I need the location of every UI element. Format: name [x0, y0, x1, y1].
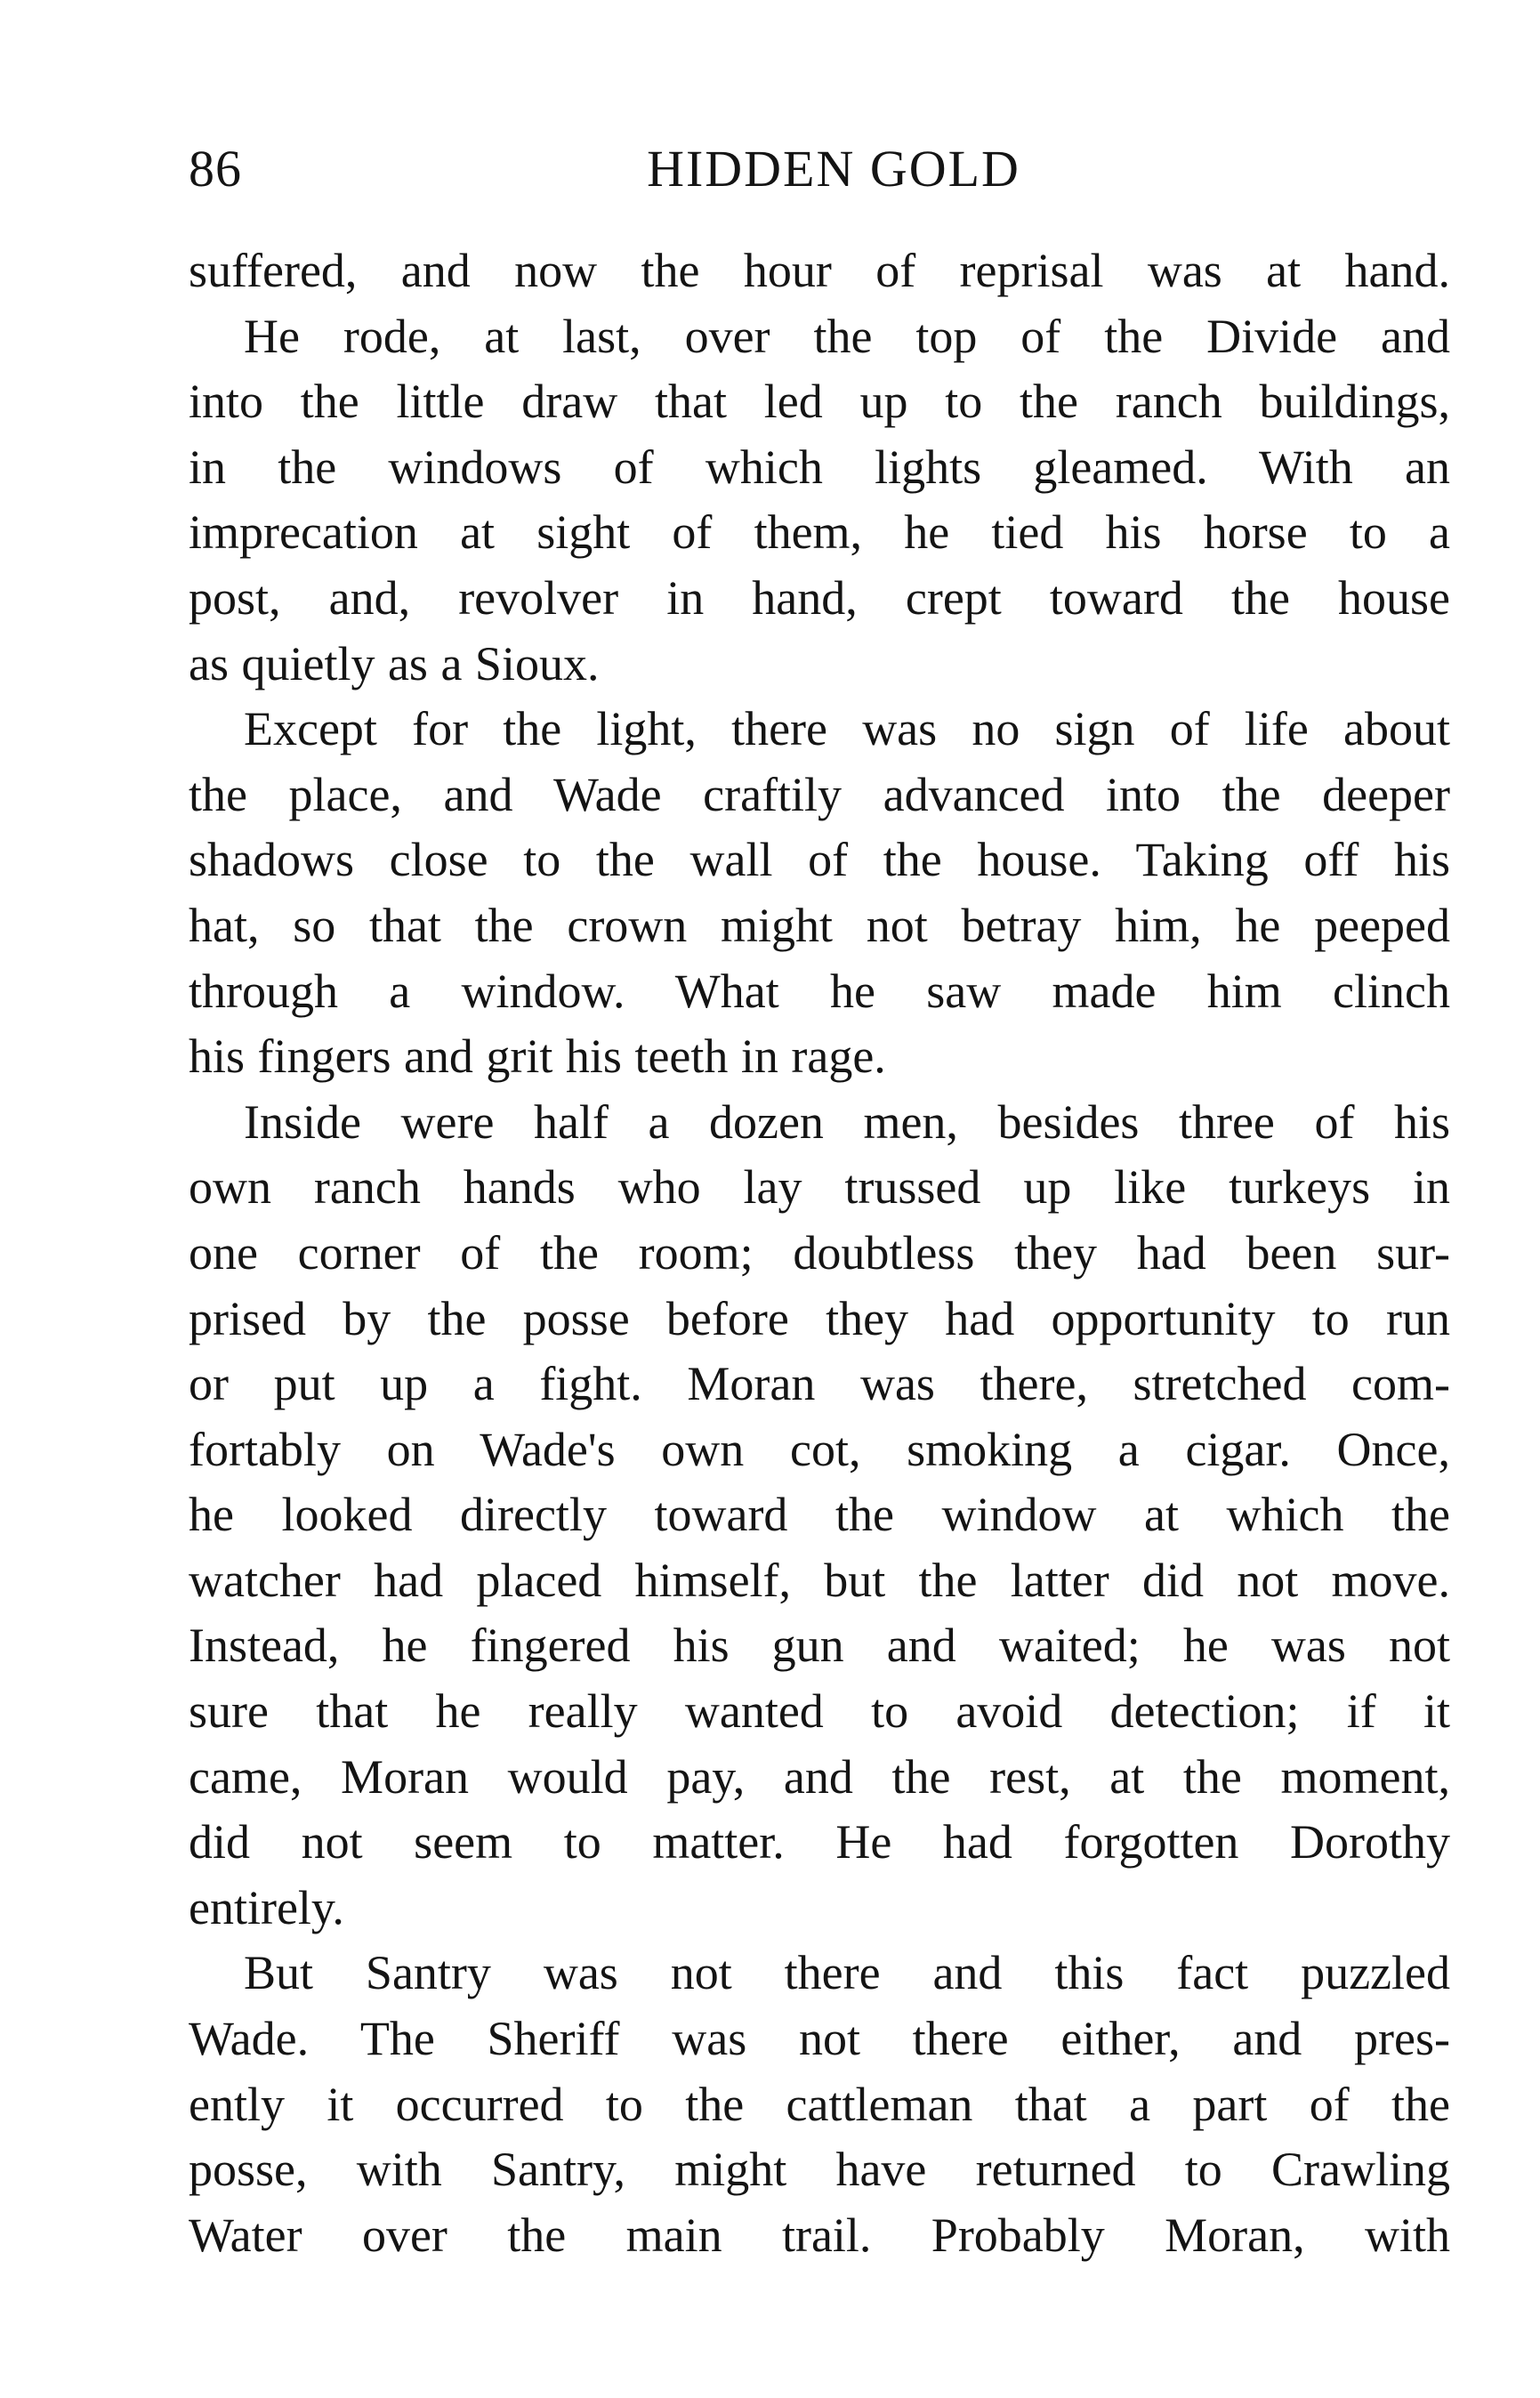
text-line: post, and, revolver in hand, crept toward the house [189, 570, 1450, 625]
text-line: did not seem to matter. He had forgotten Dorothy [189, 1815, 1450, 1869]
text-line: shadows close to the wall of the house. Taking off his [189, 833, 1450, 887]
text-line: he looked directly toward the window at which the [189, 1488, 1450, 1542]
text-line: came, Moran would pay, and the rest, at the moment, [189, 1749, 1450, 1804]
text-line: Except for the light, there was no sign of life about [244, 702, 1450, 756]
body-text [189, 238, 1450, 2268]
text-line: Water over the main trail. Probably Moran, with [189, 2208, 1450, 2262]
text-line: as quietly as a Sioux. [189, 636, 600, 690]
text-line: through a window. What he saw made him clinch [189, 964, 1450, 1018]
text-line: sure that he really wanted to avoid detection; if it [189, 1684, 1450, 1739]
text-line: ently it occurred to the cattleman that a part of the [189, 2077, 1450, 2131]
text-line: prised by the posse before they had opportunity to run [189, 1291, 1450, 1345]
text-line: Inside were half a dozen men, besides three of his [244, 1094, 1450, 1149]
text-line: watcher had placed himself, but the latter did not move. [189, 1553, 1450, 1607]
text-line: suffered, and now the hour of reprisal was at hand. [189, 244, 1450, 297]
page-number: 86 [189, 140, 242, 198]
text-line: But Santry was not there and this fact puzzled [244, 1946, 1450, 2000]
text-line: in the windows of which lights gleamed. With an [189, 440, 1450, 494]
text-line: entirely. [189, 1880, 344, 1934]
text-line: He rode, at last, over the top of the Divide and [244, 309, 1450, 363]
running-head [189, 133, 1452, 205]
text-line: imprecation at sight of them, he tied his horse to a [189, 505, 1450, 560]
text-line: Instead, he fingered his gun and waited; he was not [189, 1619, 1450, 1673]
running-title: HIDDEN GOLD [647, 140, 1020, 198]
text-line: one corner of the room; doubtless they had been sur- [189, 1225, 1450, 1280]
text-line: Wade. The Sheriff was not there either, and pres- [189, 2012, 1450, 2066]
text-line: own ranch hands who lay trussed up like turkeys in [189, 1160, 1450, 1215]
text-line: hat, so that the crown might not betray him, he peeped [189, 898, 1450, 952]
text-line: the place, and Wade craftily advanced into the deeper [189, 767, 1450, 821]
text-line: posse, with Santry, might have returned to Crawling [189, 2143, 1450, 2197]
text-line: into the little draw that led up to the ranch buildings, [189, 375, 1450, 429]
text-line: his fingers and grit his teeth in rage. [189, 1029, 886, 1084]
text-line: fortably on Wade's own cot, smoking a cigar. Once, [189, 1422, 1450, 1476]
text-line: or put up a fight. Moran was there, stretched com- [189, 1357, 1450, 1411]
